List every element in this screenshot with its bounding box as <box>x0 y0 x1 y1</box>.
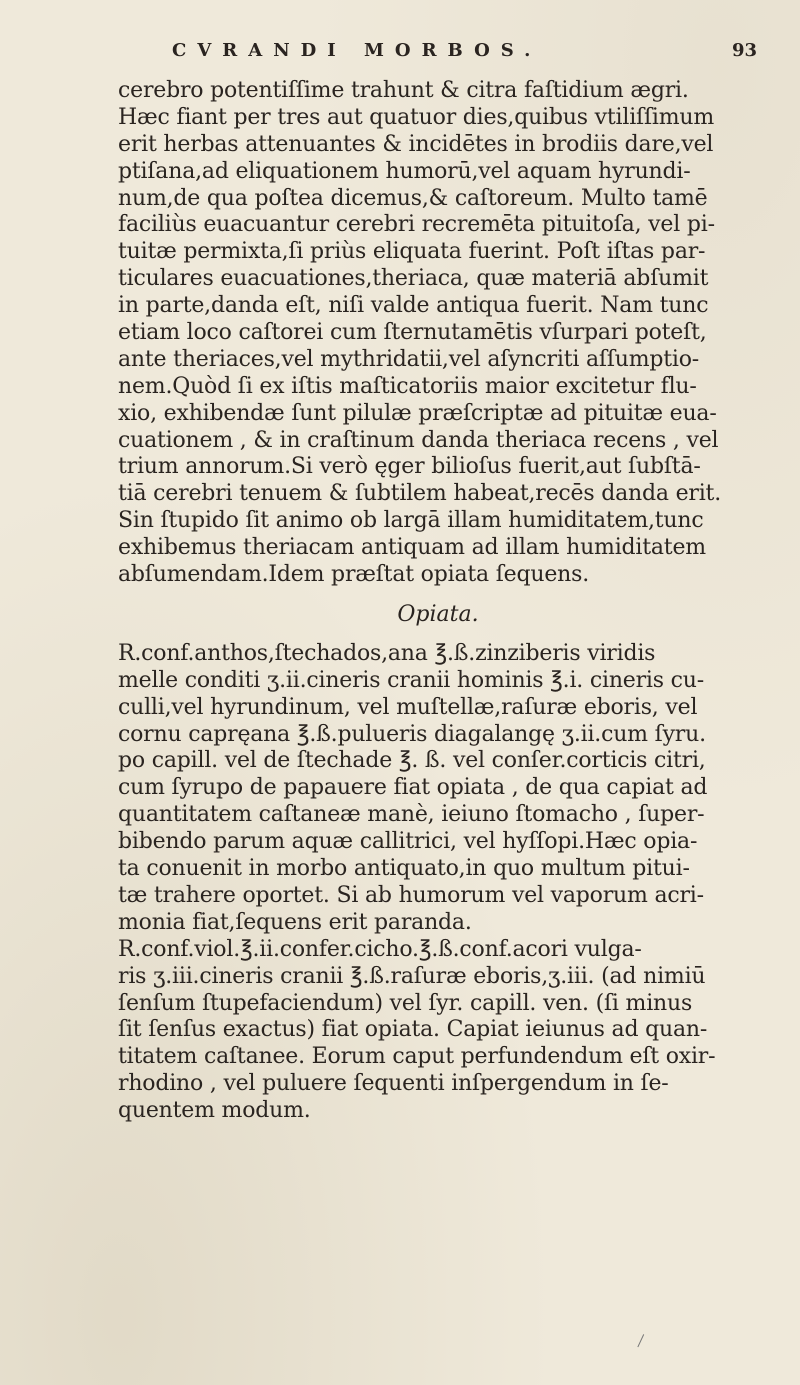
text-line: tiā cerebri tenuem & ſubtilem habeat,recēs danda erit. <box>118 481 721 507</box>
text-line: erit herbas attenuantes & incidētes in brodiis dare,vel <box>118 131 714 157</box>
text-line: num,de qua poſtea dicemus,& caſtoreum. Multo tamē <box>118 185 708 211</box>
text-line: tuitæ permixta,ſi priùs eliquata fuerint. Poſt iſtas par- <box>118 239 706 265</box>
text-line: ptiſana,ad eliquationem humorū,vel aquam hyrundi- <box>118 158 691 184</box>
recipe-line: R.conf.viol.℥.ii.confer.cicho.℥.ß.conf.acori vulga- <box>118 936 642 962</box>
recipe-line: melle conditi ʒ.ii.cineris cranii hominis ℥.i. cineris cu- <box>118 667 704 693</box>
recipe-line: tæ trahere oportet. Si ab humorum vel vaporum acri- <box>118 882 704 908</box>
running-head: CVRANDI MORBOS. <box>172 40 542 61</box>
recipe-line: rhodino , vel puluere ſequenti inſpergendum in ſe- <box>118 1071 669 1097</box>
recipe-line: titatem caſtanee. Eorum caput perfundendum eſt oxir- <box>118 1044 716 1070</box>
recipe-line: bibendo parum aquæ callitrici, vel hyſſopi.Hæc opia- <box>118 829 698 855</box>
recipe-line: cum ſyrupo de papauere fiat opiata , de qua capiat ad <box>118 775 708 801</box>
recipe-line: monia fiat,ſequens erit paranda. <box>118 909 472 935</box>
text-line: ante theriaces,vel mythridatii,vel aſyncriti aſſumptio- <box>118 346 700 372</box>
text-line: nem.Quòd ſi ex iſtis maſticatoriis maior excitetur flu- <box>118 373 697 399</box>
recipe-line: quentem modum. <box>118 1098 311 1124</box>
text-line: faciliùs euacuantur cerebri recremēta pituitoſa, vel pi- <box>118 212 715 238</box>
page-number: 93 <box>732 40 758 61</box>
recipe-line: ris ʒ.iii.cineris cranii ℥.ß.raſuræ eboris,ʒ.iii. (ad nimiū <box>118 963 706 989</box>
recipe-line: ſenſum ſtupefaciendum) vel ſyr. capill. ven. (ſi minus <box>118 990 693 1016</box>
text-line: trium annorum.Si verò ęger bilioſus fuerit,aut ſubſtā- <box>118 454 701 480</box>
text-line: ticulares euacuationes,theriaca, quæ materiā abſumit <box>118 266 709 292</box>
recipe-line: ta conuenit in morbo antiquato,in quo multum pitui- <box>118 856 690 882</box>
recipe-line: quantitatem caſtaneæ manè, ieiuno ſtomacho , ſuper- <box>118 802 705 828</box>
text-line: abſumendam.Idem præſtat opiata ſequens. <box>118 562 589 588</box>
text-line: cuationem , & in craſtinum danda theriaca recens , vel <box>118 427 719 453</box>
section-heading: Opiata. <box>397 601 479 627</box>
text-line: exhibemus theriacam antiquam ad illam humiditatem <box>118 535 706 561</box>
text-body <box>118 78 758 1125</box>
recipe-line: cornu capręana ℥.ß.pulueris diagalangę ʒ.ii.cum ſyru. <box>118 721 706 747</box>
recipe-line: culli,vel hyrundinum, vel muſtellæ,raſuræ eboris, vel <box>118 694 698 720</box>
text-line: xio, exhibendæ ſunt pilulæ præſcriptæ ad pituitæ eua- <box>118 400 717 426</box>
recipe-line: R.conf.anthos,ſtechados,ana ℥.ß.zinziberis viridis <box>118 640 656 666</box>
text-line: in parte,danda eſt, niſi valde antiqua fuerit. Nam tunc <box>118 293 709 319</box>
text-line: Sin ſtupido ſit animo ob largā illam humiditatem,tunc <box>118 508 704 534</box>
recipe-line: ſit ſenſus exactus) fiat opiata. Capiat ieiunus ad quan- <box>118 1017 708 1043</box>
text-line: Hæc fiant per tres aut quatuor dies,quibus vtiliſſimum <box>118 104 715 130</box>
text-line: cerebro potentiſſime trahunt & citra faſtidium ægri. <box>118 78 689 103</box>
text-line: etiam loco caſtorei cum ſternutamētis vſurpari poteſt, <box>118 320 707 346</box>
ink-mark <box>637 1334 649 1350</box>
recipe-line: po capill. vel de ſtechade ℥. ß. vel conſer.corticis citri, <box>118 748 706 774</box>
